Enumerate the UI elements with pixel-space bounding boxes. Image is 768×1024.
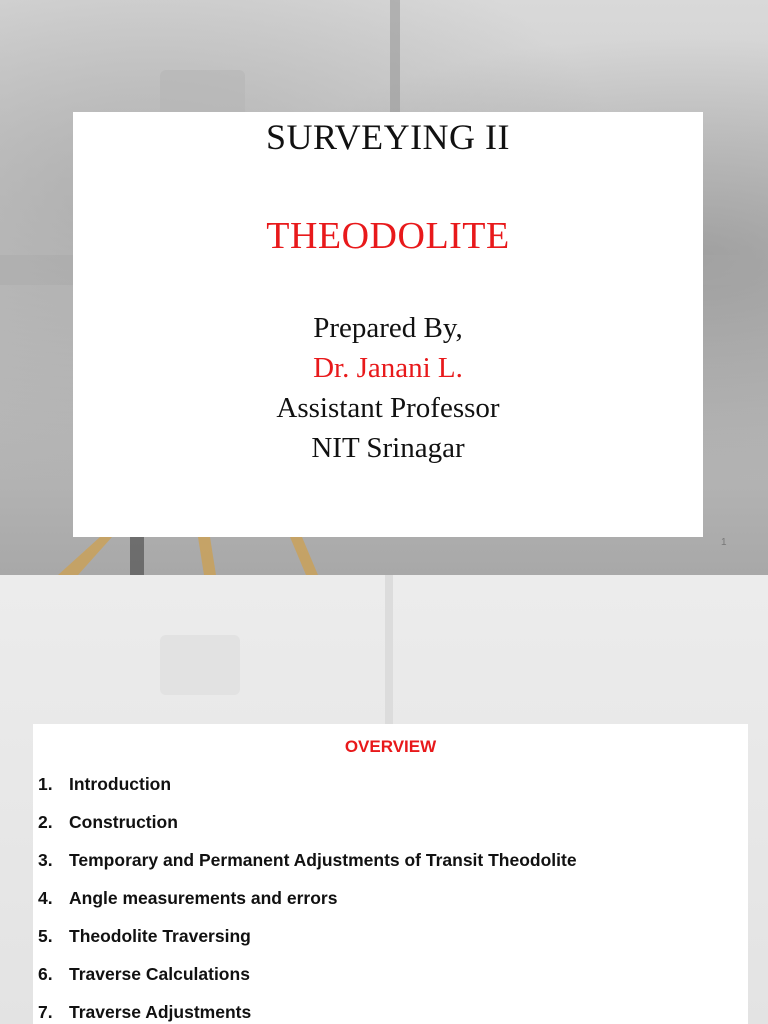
- overview-item-text: Introduction: [69, 774, 172, 794]
- prepared-by-label: Prepared By,: [313, 312, 463, 344]
- overview-item-number: 2.: [38, 812, 53, 832]
- course-title: SURVEYING II: [265, 117, 511, 157]
- overview-item-text: Temporary and Permanent Adjustments of Transit Theodolite: [69, 850, 577, 870]
- title-card: [73, 112, 703, 537]
- overview-slide: [0, 575, 768, 1024]
- overview-item: [38, 774, 577, 812]
- overview-item-number: 7.: [38, 1002, 53, 1022]
- overview-item-text: Construction: [69, 812, 178, 832]
- overview-item-number: 3.: [38, 850, 53, 870]
- author-position: Assistant Professor: [276, 392, 500, 424]
- overview-item-text: Theodolite Traversing: [69, 926, 251, 946]
- overview-card: [33, 724, 748, 1024]
- topic-title: THEODOLITE: [266, 215, 510, 257]
- overview-item-text: Angle measurements and errors: [69, 888, 338, 908]
- author-name: Dr. Janani L.: [313, 352, 463, 384]
- overview-item: [38, 964, 577, 1002]
- overview-item-number: 5.: [38, 926, 53, 946]
- overview-item-number: 4.: [38, 888, 53, 908]
- author-institution: NIT Srinagar: [311, 432, 465, 464]
- overview-item-number: 1.: [38, 774, 53, 794]
- author-block: [73, 308, 703, 468]
- page-number: 1: [721, 537, 727, 548]
- overview-list: [38, 774, 577, 1024]
- overview-item: [38, 926, 577, 964]
- overview-item: [38, 888, 577, 926]
- overview-item: [38, 812, 577, 850]
- overview-item-text: Traverse Calculations: [69, 964, 250, 984]
- overview-item-text: Traverse Adjustments: [69, 1002, 252, 1022]
- overview-item: [38, 850, 577, 888]
- overview-heading: OVERVIEW: [344, 737, 437, 756]
- overview-item: [38, 1002, 577, 1024]
- overview-item-number: 6.: [38, 964, 53, 984]
